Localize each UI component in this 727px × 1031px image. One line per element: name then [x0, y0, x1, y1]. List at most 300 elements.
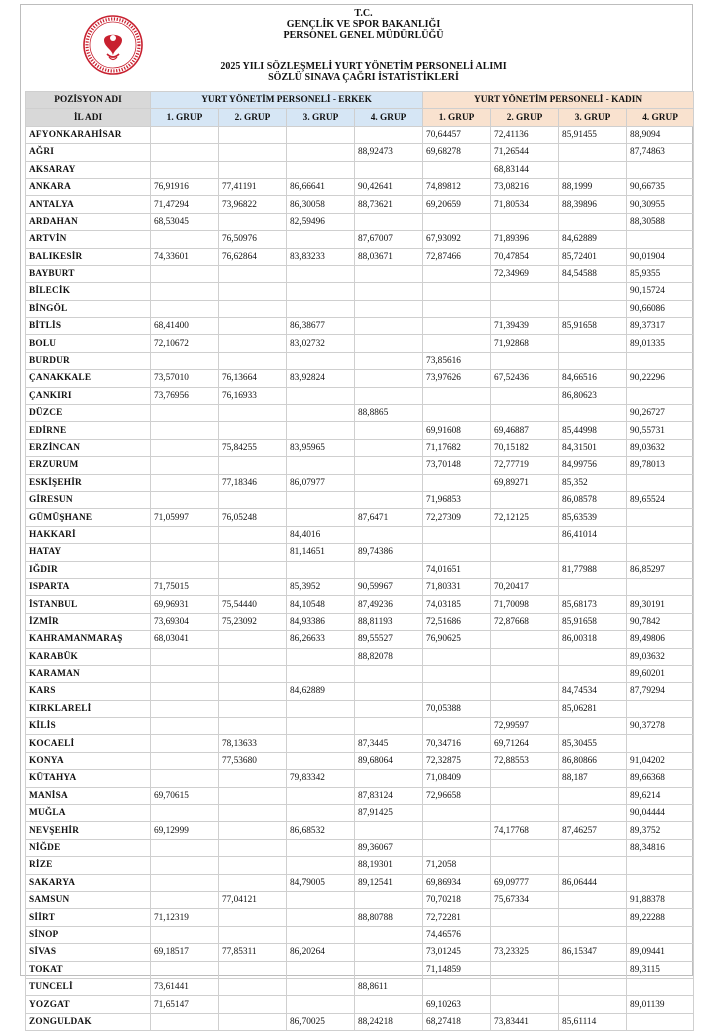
score-cell: 86,70025: [287, 1013, 355, 1030]
table-row: [26, 300, 694, 317]
score-cell: 86,66641: [287, 178, 355, 195]
score-cell: [491, 491, 559, 508]
score-cell: 69,12999: [151, 822, 219, 839]
score-cell: 79,83342: [287, 770, 355, 787]
score-cell: 86,41014: [559, 526, 627, 543]
province-name: İZMİR: [26, 613, 151, 630]
table-row: [26, 439, 694, 456]
score-cell: 72,99597: [491, 718, 559, 735]
score-cell: 89,55527: [355, 631, 423, 648]
score-cell: 69,70615: [151, 787, 219, 804]
score-cell: 70,34716: [423, 735, 491, 752]
group-header: 1. GRUP: [151, 109, 219, 126]
score-cell: [287, 283, 355, 300]
score-cell: [423, 318, 491, 335]
score-cell: [559, 718, 627, 735]
score-cell: [559, 352, 627, 369]
score-cell: 67,52436: [491, 370, 559, 387]
score-cell: [219, 822, 287, 839]
table-row: [26, 352, 694, 369]
score-cell: 75,23092: [219, 613, 287, 630]
score-cell: 72,32875: [423, 752, 491, 769]
score-cell: 84,66516: [559, 370, 627, 387]
score-cell: [287, 491, 355, 508]
score-cell: [219, 335, 287, 352]
score-cell: 74,17768: [491, 822, 559, 839]
score-cell: [151, 439, 219, 456]
score-cell: 88,187: [559, 770, 627, 787]
score-cell: [491, 839, 559, 856]
score-cell: 69,20659: [423, 196, 491, 213]
score-cell: 86,08578: [559, 491, 627, 508]
table-row: [26, 996, 694, 1013]
score-cell: [151, 144, 219, 161]
score-cell: [151, 805, 219, 822]
score-cell: [287, 648, 355, 665]
score-cell: [219, 300, 287, 317]
score-cell: [287, 422, 355, 439]
score-cell: [491, 909, 559, 926]
score-cell: 71,96853: [423, 491, 491, 508]
score-cell: 83,02732: [287, 335, 355, 352]
table-row: [26, 526, 694, 543]
score-cell: [423, 665, 491, 682]
table-row: [26, 735, 694, 752]
score-cell: [151, 891, 219, 908]
score-cell: 89,49806: [627, 631, 694, 648]
score-cell: 71,14859: [423, 961, 491, 978]
score-cell: [151, 700, 219, 717]
score-cell: 72,87466: [423, 248, 491, 265]
table-row: [26, 370, 694, 387]
score-cell: 89,6214: [627, 787, 694, 804]
province-name: KARABÜK: [26, 648, 151, 665]
score-cell: [287, 857, 355, 874]
score-cell: 85,3952: [287, 578, 355, 595]
score-cell: [151, 352, 219, 369]
score-cell: 89,3115: [627, 961, 694, 978]
score-cell: [151, 770, 219, 787]
group-header: 4. GRUP: [627, 109, 694, 126]
score-cell: [627, 874, 694, 891]
province-name: KONYA: [26, 752, 151, 769]
score-cell: 89,12541: [355, 874, 423, 891]
table-row: [26, 387, 694, 404]
score-cell: [219, 770, 287, 787]
score-cell: [559, 978, 627, 995]
score-cell: 76,90625: [423, 631, 491, 648]
score-cell: 71,26544: [491, 144, 559, 161]
score-cell: [423, 822, 491, 839]
score-cell: 74,01651: [423, 561, 491, 578]
score-cell: [491, 283, 559, 300]
score-cell: [287, 126, 355, 143]
score-cell: [219, 648, 287, 665]
score-cell: 71,75015: [151, 578, 219, 595]
score-cell: [423, 805, 491, 822]
score-cell: [559, 839, 627, 856]
score-cell: [219, 544, 287, 561]
position-label: POZİSYON ADI: [26, 92, 151, 109]
score-cell: [491, 544, 559, 561]
score-cell: [151, 665, 219, 682]
table-row: [26, 822, 694, 839]
table-row: [26, 578, 694, 595]
score-cell: [151, 265, 219, 282]
score-cell: 70,20417: [491, 578, 559, 595]
table-row: [26, 944, 694, 961]
score-cell: [219, 805, 287, 822]
score-cell: [559, 961, 627, 978]
score-cell: 75,84255: [219, 439, 287, 456]
province-name: KARAMAN: [26, 665, 151, 682]
score-cell: 71,05997: [151, 509, 219, 526]
score-cell: [423, 335, 491, 352]
score-cell: [151, 961, 219, 978]
score-cell: 86,68532: [287, 822, 355, 839]
province-name: ERZİNCAN: [26, 439, 151, 456]
score-cell: 84,99756: [559, 457, 627, 474]
score-cell: [287, 387, 355, 404]
score-cell: 87,79294: [627, 683, 694, 700]
score-cell: [219, 126, 287, 143]
score-cell: 89,03632: [627, 648, 694, 665]
table-row: [26, 196, 694, 213]
score-cell: [219, 144, 287, 161]
score-cell: [219, 283, 287, 300]
score-cell: [627, 857, 694, 874]
score-cell: 69,46887: [491, 422, 559, 439]
score-cell: 73,70148: [423, 457, 491, 474]
score-cell: [355, 926, 423, 943]
score-cell: [219, 857, 287, 874]
table-row: [26, 874, 694, 891]
score-cell: 76,13664: [219, 370, 287, 387]
score-cell: [559, 544, 627, 561]
score-cell: 86,26633: [287, 631, 355, 648]
score-cell: 69,09777: [491, 874, 559, 891]
score-cell: [355, 700, 423, 717]
score-cell: 84,54588: [559, 265, 627, 282]
province-name: KÜTAHYA: [26, 770, 151, 787]
score-cell: 72,27309: [423, 509, 491, 526]
score-cell: [219, 787, 287, 804]
score-cell: 69,91608: [423, 422, 491, 439]
score-cell: 86,80623: [559, 387, 627, 404]
table-row: [26, 248, 694, 265]
score-cell: 71,80534: [491, 196, 559, 213]
table-row: [26, 805, 694, 822]
score-cell: [151, 926, 219, 943]
score-cell: [355, 457, 423, 474]
score-cell: 85,91658: [559, 318, 627, 335]
score-cell: [423, 387, 491, 404]
table-row: [26, 631, 694, 648]
score-cell: 71,92868: [491, 335, 559, 352]
score-cell: 86,38677: [287, 318, 355, 335]
province-name: ÇANKIRI: [26, 387, 151, 404]
group-header: 1. GRUP: [423, 109, 491, 126]
table-row: [26, 561, 694, 578]
score-cell: 89,66368: [627, 770, 694, 787]
score-cell: 73,96822: [219, 196, 287, 213]
score-cell: 86,80866: [559, 752, 627, 769]
score-cell: [627, 526, 694, 543]
score-cell: 72,51686: [423, 613, 491, 630]
score-cell: [627, 387, 694, 404]
score-cell: [355, 422, 423, 439]
score-cell: 77,18346: [219, 474, 287, 491]
score-cell: [219, 926, 287, 943]
score-cell: 89,36067: [355, 839, 423, 856]
score-cell: [219, 578, 287, 595]
header-line-directorate: PERSONEL GENEL MÜDÜRLÜĞÜ: [283, 30, 444, 41]
score-cell: 88,73621: [355, 196, 423, 213]
province-name: TUNCELİ: [26, 978, 151, 995]
male-position-header: YURT YÖNETİM PERSONELİ - ERKEK: [151, 92, 423, 109]
table-row: [26, 144, 694, 161]
score-cell: [559, 787, 627, 804]
score-cell: 75,54440: [219, 596, 287, 613]
province-name: KAHRAMANMARAŞ: [26, 631, 151, 648]
score-cell: [559, 805, 627, 822]
score-cell: 85,63539: [559, 509, 627, 526]
score-cell: [355, 526, 423, 543]
score-cell: 77,85311: [219, 944, 287, 961]
score-cell: 89,01335: [627, 335, 694, 352]
score-cell: [287, 996, 355, 1013]
score-cell: [219, 874, 287, 891]
score-cell: [151, 491, 219, 508]
score-cell: [627, 352, 694, 369]
score-cell: [559, 648, 627, 665]
score-cell: 83,83233: [287, 248, 355, 265]
province-name: BİLECİK: [26, 283, 151, 300]
score-cell: 85,30455: [559, 735, 627, 752]
score-cell: [355, 283, 423, 300]
score-cell: 90,30955: [627, 196, 694, 213]
score-cell: [491, 961, 559, 978]
score-cell: [491, 700, 559, 717]
score-cell: [151, 857, 219, 874]
score-cell: [355, 352, 423, 369]
score-cell: 90,59967: [355, 578, 423, 595]
table-row: [26, 891, 694, 908]
score-cell: 88,8865: [355, 405, 423, 422]
score-cell: 88,92473: [355, 144, 423, 161]
score-cell: [151, 526, 219, 543]
score-cell: [151, 752, 219, 769]
score-cell: [355, 961, 423, 978]
table-row: [26, 422, 694, 439]
score-cell: [559, 891, 627, 908]
score-cell: 77,04121: [219, 891, 287, 908]
score-cell: 84,31501: [559, 439, 627, 456]
province-name: KIRKLARELİ: [26, 700, 151, 717]
table-row: [26, 752, 694, 769]
score-cell: [355, 439, 423, 456]
document-title: 2025 YILI SÖZLEŞMELİ YURT YÖNETİM PERSONELİ ALIMI: [220, 61, 507, 72]
score-cell: 87,67007: [355, 231, 423, 248]
score-cell: 84,74534: [559, 683, 627, 700]
score-cell: 85,91658: [559, 613, 627, 630]
score-cell: 84,4016: [287, 526, 355, 543]
score-cell: 73,83441: [491, 1013, 559, 1030]
score-cell: 68,53045: [151, 213, 219, 230]
score-cell: 69,89271: [491, 474, 559, 491]
score-cell: [491, 805, 559, 822]
score-cell: 73,97626: [423, 370, 491, 387]
score-cell: [287, 978, 355, 995]
province-name: TOKAT: [26, 961, 151, 978]
score-cell: 85,72401: [559, 248, 627, 265]
province-name: MANİSA: [26, 787, 151, 804]
score-cell: [287, 752, 355, 769]
score-cell: 68,03041: [151, 631, 219, 648]
score-cell: [219, 961, 287, 978]
score-cell: [355, 161, 423, 178]
score-cell: 85,352: [559, 474, 627, 491]
score-cell: 77,41191: [219, 178, 287, 195]
score-cell: 90,66735: [627, 178, 694, 195]
province-name: BİTLİS: [26, 318, 151, 335]
score-cell: [219, 700, 287, 717]
score-cell: 70,47854: [491, 248, 559, 265]
score-cell: [219, 718, 287, 735]
score-cell: [355, 387, 423, 404]
score-cell: [491, 648, 559, 665]
score-cell: [287, 700, 355, 717]
score-cell: 89,60201: [627, 665, 694, 682]
score-cell: [287, 718, 355, 735]
score-cell: 90,22296: [627, 370, 694, 387]
score-cell: 84,93386: [287, 613, 355, 630]
score-cell: 73,08216: [491, 178, 559, 195]
score-cell: [355, 944, 423, 961]
score-cell: [151, 300, 219, 317]
score-cell: [491, 770, 559, 787]
score-cell: [627, 700, 694, 717]
table-row: [26, 596, 694, 613]
score-cell: [151, 1013, 219, 1030]
province-name: SİVAS: [26, 944, 151, 961]
score-cell: 90,55731: [627, 422, 694, 439]
score-cell: [355, 718, 423, 735]
score-cell: [491, 561, 559, 578]
province-name: AFYONKARAHİSAR: [26, 126, 151, 143]
score-cell: [219, 491, 287, 508]
table-row: [26, 665, 694, 682]
table-row: [26, 683, 694, 700]
table-row: [26, 283, 694, 300]
table-row: [26, 231, 694, 248]
province-name: HAKKARİ: [26, 526, 151, 543]
score-cell: [287, 787, 355, 804]
score-cell: 88,1999: [559, 178, 627, 195]
province-name: ÇANAKKALE: [26, 370, 151, 387]
group-header: 3. GRUP: [559, 109, 627, 126]
score-cell: [423, 683, 491, 700]
score-cell: [423, 718, 491, 735]
table-row: [26, 457, 694, 474]
province-name: ARDAHAN: [26, 213, 151, 230]
score-cell: 89,03632: [627, 439, 694, 456]
table-row: [26, 126, 694, 143]
score-cell: [491, 631, 559, 648]
score-cell: [287, 735, 355, 752]
score-cell: 88,8611: [355, 978, 423, 995]
score-cell: 81,14651: [287, 544, 355, 561]
province-name: AĞRI: [26, 144, 151, 161]
table-row: [26, 978, 694, 995]
score-cell: 87,6471: [355, 509, 423, 526]
score-cell: 87,3445: [355, 735, 423, 752]
score-cell: [627, 474, 694, 491]
score-cell: 71,39439: [491, 318, 559, 335]
score-cell: 85,68173: [559, 596, 627, 613]
score-cell: 88,9094: [627, 126, 694, 143]
score-cell: 89,37317: [627, 318, 694, 335]
score-cell: [423, 405, 491, 422]
score-cell: 87,46257: [559, 822, 627, 839]
score-cell: [559, 213, 627, 230]
score-cell: 71,70098: [491, 596, 559, 613]
province-name: NEVŞEHİR: [26, 822, 151, 839]
group-header-row: [26, 109, 694, 126]
group-header: 4. GRUP: [355, 109, 423, 126]
score-cell: 72,96658: [423, 787, 491, 804]
province-name: GÜMÜŞHANE: [26, 509, 151, 526]
score-cell: 88,80788: [355, 909, 423, 926]
province-name: KARS: [26, 683, 151, 700]
table-row: [26, 857, 694, 874]
table-row: [26, 544, 694, 561]
score-cell: 86,07977: [287, 474, 355, 491]
score-cell: 89,74386: [355, 544, 423, 561]
score-cell: [287, 457, 355, 474]
province-name: BİNGÖL: [26, 300, 151, 317]
province-name: ANTALYA: [26, 196, 151, 213]
table-row: [26, 335, 694, 352]
score-cell: [219, 318, 287, 335]
score-cell: 90,7842: [627, 613, 694, 630]
table-row: [26, 770, 694, 787]
score-cell: [491, 387, 559, 404]
score-cell: 82,59496: [287, 213, 355, 230]
table-row: [26, 1013, 694, 1030]
score-cell: 72,87668: [491, 613, 559, 630]
score-cell: 87,74863: [627, 144, 694, 161]
score-cell: [559, 161, 627, 178]
province-name: SAKARYA: [26, 874, 151, 891]
score-cell: [151, 405, 219, 422]
score-cell: 87,49236: [355, 596, 423, 613]
province-name: BAYBURT: [26, 265, 151, 282]
score-cell: 71,2058: [423, 857, 491, 874]
table-row: [26, 318, 694, 335]
province-name: EDİRNE: [26, 422, 151, 439]
score-cell: [151, 648, 219, 665]
province-name: BOLU: [26, 335, 151, 352]
province-name: ERZURUM: [26, 457, 151, 474]
score-cell: 86,85297: [627, 561, 694, 578]
score-cell: 69,18517: [151, 944, 219, 961]
score-cell: [219, 839, 287, 856]
score-cell: [151, 718, 219, 735]
province-name: BURDUR: [26, 352, 151, 369]
score-cell: 90,01904: [627, 248, 694, 265]
score-cell: 78,13633: [219, 735, 287, 752]
